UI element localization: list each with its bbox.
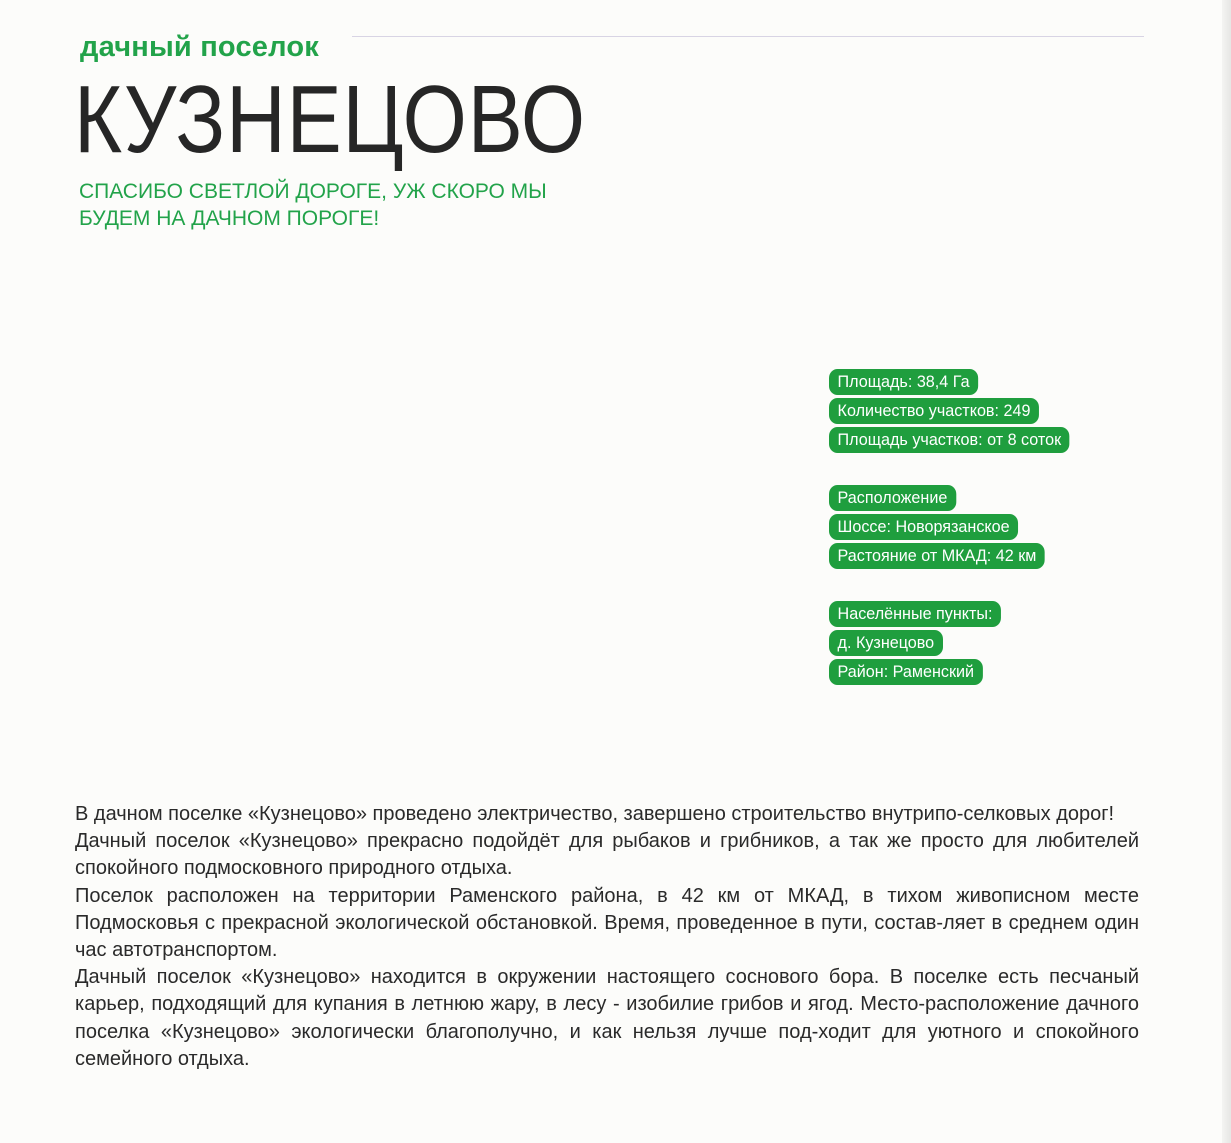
fact-plots-count: Количество участков: 249 xyxy=(829,398,1039,424)
fact-area: Площадь: 38,4 Га xyxy=(829,369,978,395)
body-text xyxy=(75,801,1139,1073)
fact-district: Район: Раменский xyxy=(829,659,983,685)
page-edge-shadow xyxy=(1222,0,1231,1143)
fact-distance: Растояние от МКАД: 42 км xyxy=(829,543,1045,569)
facts-group-location xyxy=(829,485,1082,569)
fact-plots-area: Площадь участков: от 8 соток xyxy=(829,427,1070,453)
fact-location-heading: Расположение xyxy=(829,485,956,511)
slogan-line-1: СПАСИБО СВЕТЛОЙ ДОРОГЕ, УЖ СКОРО МЫ xyxy=(79,180,547,203)
fact-settlements-heading: Населённые пункты: xyxy=(829,601,1001,627)
body-paragraph-4: Дачный поселок «Кузнецово» находится в окружении настоящего соснового бора. В поселке есть песчаный карьер, подходящий для купания в летнюю жару, в лесу - изобилие грибов и ягод. Место-расположение дачного поселка «Кузнецово» экологически благополучно, и как нельзя лучше под-ходит для уютного и спокойного семейного отдыха. xyxy=(75,966,1139,1070)
body-paragraph-3: Поселок расположен на территории Раменского района, в 42 км от МКАД, в тихом живописном месте Подмосковья с прекрасной экологической обстановкой. Время, проведенное в пути, состав-ляет в среднем один час автотранспортом. xyxy=(75,884,1139,962)
fact-village: д. Кузнецово xyxy=(829,630,943,656)
page-kicker: дачный поселок xyxy=(80,31,319,63)
facts-group-settlements xyxy=(829,601,1082,685)
facts-group-area xyxy=(829,369,1082,453)
body-paragraph-1: В дачном поселке «Кузнецово» проведено электричество, завершено строительство внутрипо-селковых дорог! xyxy=(75,803,1115,825)
slogan-line-2: БУДЕМ НА ДАЧНОМ ПОРОГЕ! xyxy=(79,207,380,230)
body-paragraph-2: Дачный поселок «Кузнецово» прекрасно подойдёт для рыбаков и грибников, а так же просто для любителей спокойного подмосковного природного отдыха. xyxy=(75,830,1139,880)
page-title: КУЗНЕЦОВО xyxy=(74,66,586,173)
top-divider-line xyxy=(352,36,1144,37)
slogan xyxy=(79,178,547,232)
facts-panel xyxy=(829,369,1082,688)
fact-highway: Шоссе: Новорязанское xyxy=(829,514,1018,540)
